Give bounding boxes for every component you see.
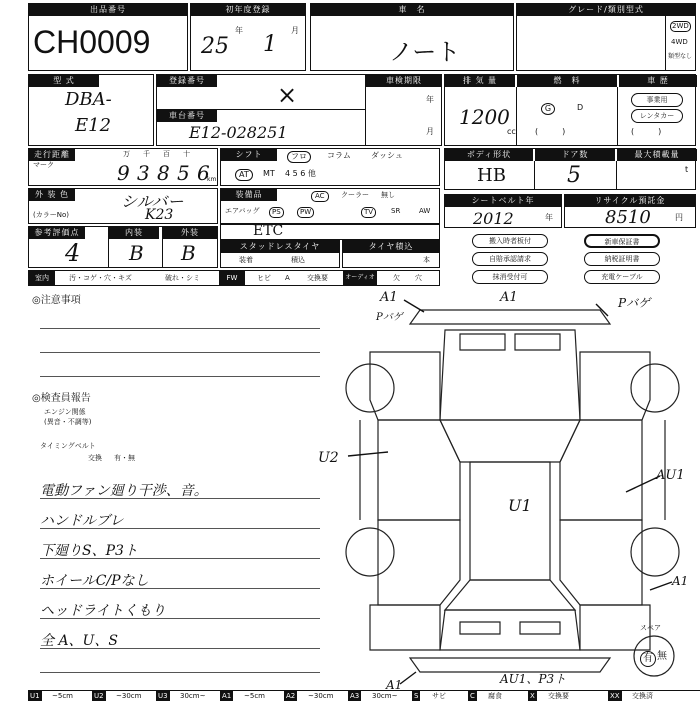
doc-item-5: 納税証明書 — [584, 252, 660, 266]
tires-box — [342, 240, 440, 268]
interior-value: B — [129, 241, 144, 265]
mileage-label: 走行距離 — [29, 149, 75, 161]
wheel-rear-right — [631, 528, 679, 576]
legend-text: ~5cm — [244, 692, 265, 700]
doc-item-1: 搬入時者板付 — [472, 234, 548, 248]
score-label: 参考評価点 — [29, 227, 85, 239]
legend-code: U2 — [94, 692, 104, 700]
place-hyaku: 百 — [163, 150, 170, 158]
diagram-u1: U1 — [508, 496, 532, 515]
mark-stroke — [596, 304, 608, 316]
legend-code: A3 — [350, 692, 360, 700]
history-rental: レンタカー — [631, 109, 683, 123]
inspection-section — [365, 75, 442, 145]
roof — [470, 462, 550, 580]
studless-load: 積込 — [291, 256, 305, 264]
shift-mt: MT — [263, 169, 275, 178]
mark-stroke — [650, 582, 672, 590]
color-code: K23 — [145, 207, 174, 223]
note-line — [40, 528, 320, 529]
note-line — [40, 672, 320, 673]
mileage-unit: km — [207, 176, 217, 183]
studless-label: スタッドレスタイヤ — [221, 241, 339, 253]
rear-fender-left — [370, 605, 440, 650]
engine-sub: (異音・不調等) — [44, 418, 92, 426]
front-door-right — [560, 420, 642, 520]
shift-opt2: コラム — [327, 151, 351, 160]
grade-label: グレード/類別型式 — [517, 4, 695, 16]
interior-row-items: 汚・コゲ・穴・キズ — [69, 274, 132, 282]
remark-line: ヘッドライトくもり — [40, 603, 166, 619]
mark-stroke — [626, 476, 660, 492]
doc-item-2: 自賠承認請求 — [472, 252, 548, 266]
front-bumper — [410, 310, 610, 324]
audio-hole: 穴 — [415, 274, 422, 282]
legend-text: ~30cm — [116, 692, 142, 700]
legend-code: A2 — [286, 692, 296, 700]
inspection-month-unit: 月 — [426, 127, 434, 136]
mark-stroke — [404, 300, 424, 312]
tires-unit: 本 — [423, 256, 430, 264]
doc-item-3: 抹消受付可 — [472, 270, 548, 284]
diagram-a1-right: A1 — [672, 574, 689, 588]
fw-chip: A — [285, 274, 290, 282]
mileage-digit: 9 — [117, 161, 130, 185]
remark-line: 下廻りS、P3ト — [40, 543, 138, 559]
legend-code: XX — [610, 692, 620, 700]
mark-stroke — [348, 452, 388, 456]
equip-airbag: エアバッグ — [225, 207, 260, 215]
displacement-label: 排 気 量 — [445, 75, 515, 87]
score-box — [28, 226, 218, 268]
seatbelt-unit: 年 — [545, 213, 553, 222]
legend-text: 腐食 — [488, 692, 502, 700]
grade-box — [516, 3, 696, 71]
fuel-label: 燃 料 — [517, 75, 617, 87]
legend-code: A1 — [222, 692, 232, 700]
first-registration-label: 初年度登録 — [191, 4, 305, 16]
inspection-year-unit: 年 — [426, 95, 434, 104]
opt-4wd: 4WD — [671, 38, 688, 46]
mileage-digit: 6 — [197, 161, 210, 185]
divider — [108, 227, 109, 267]
fw-label: FW — [219, 271, 245, 285]
fuel-paren: ( ) — [535, 127, 566, 136]
legend-text: 30cm~ — [180, 692, 206, 700]
interior-condition-row — [28, 270, 440, 286]
fuel-g: G — [541, 103, 555, 115]
legend-text: サビ — [432, 692, 446, 700]
equip-tv: TV — [361, 207, 376, 218]
fw-swap: 交換要 — [307, 274, 328, 282]
note-line — [40, 618, 320, 619]
shift-opt1: フロ — [287, 151, 311, 163]
recycle-value: 8510 — [605, 207, 651, 228]
recycle-box — [564, 194, 696, 228]
mark-stroke — [400, 672, 416, 684]
diagram-a1-left: A1 — [380, 290, 398, 305]
lot-number-label: 出品番号 — [29, 4, 187, 16]
chassis-label: 車台番号 — [157, 110, 217, 122]
diagram-pm-right: Pバゲ — [618, 296, 651, 310]
studless-box — [220, 240, 340, 268]
spare-label: スペア — [640, 624, 661, 632]
seatbelt-label: シートベルト年 — [445, 195, 561, 207]
remark-line: ホイールC/Pなし — [40, 573, 149, 589]
grade-options — [665, 16, 695, 70]
car-name-label: 車 名 — [311, 4, 513, 16]
lot-number-value: CH0009 — [33, 24, 151, 60]
history-paren: ( ) — [631, 127, 662, 136]
engine-fuel-box — [444, 74, 696, 146]
legend-bar — [28, 690, 700, 700]
doors-value: 5 — [567, 163, 581, 188]
note-line — [40, 328, 320, 329]
opt-2wd: 2WD — [672, 22, 689, 30]
windshield — [440, 420, 580, 462]
headlight-right — [515, 334, 560, 350]
front-fender-left — [370, 352, 440, 420]
legend-text: 30cm~ — [372, 692, 398, 700]
front-fender-right — [580, 352, 650, 420]
note-line — [40, 648, 320, 649]
place-man: 万 — [123, 150, 130, 158]
mileage-box — [28, 148, 218, 186]
model-box — [28, 74, 154, 146]
taillight-left — [460, 622, 500, 634]
recycle-label: リサイクル預託金 — [565, 195, 695, 207]
score-value: 4 — [65, 239, 81, 267]
diagram-u2: U2 — [318, 450, 339, 466]
tires-label: タイヤ積込 — [343, 241, 439, 253]
fw-crack: ヒビ — [257, 274, 271, 282]
mileage-digit: 5 — [177, 161, 190, 185]
shift-opt3: ダッシュ — [371, 151, 403, 160]
mileage-digit: 3 — [137, 161, 150, 185]
body-type-box — [444, 148, 696, 190]
interior-row-label: 室内 — [29, 271, 55, 285]
history-label: 車 歴 — [619, 75, 697, 87]
engine-label: エンジン関係 — [44, 408, 86, 416]
seatbelt-value: 2012 — [473, 209, 514, 228]
front-door-left — [378, 420, 460, 520]
history-business: 事業用 — [631, 93, 683, 107]
fuel-section — [516, 87, 618, 145]
notes-label: ◎注意事項 — [32, 295, 81, 306]
car-name-box — [310, 3, 514, 71]
exterior-value: B — [181, 241, 196, 265]
chassis-value: E12-028251 — [189, 123, 288, 142]
tailgate — [440, 610, 580, 650]
audio-miss: 欠 — [393, 274, 400, 282]
legend-code: U3 — [158, 692, 168, 700]
first-registration-box — [190, 3, 306, 71]
inspection-label: 車検期限 — [366, 75, 442, 87]
shift-at: AT — [235, 169, 253, 181]
legend-code: S — [414, 692, 419, 700]
color-value: シルバー — [121, 192, 184, 211]
note-line — [40, 376, 320, 377]
displacement-value: 1200 — [459, 105, 510, 129]
diagram-pm-left: Pバゲ — [376, 312, 403, 323]
doc-item-4: 新車保証書 — [584, 234, 660, 248]
wheel-front-left — [346, 364, 394, 412]
legend-code: X — [530, 692, 535, 700]
spare-no: 無 — [657, 651, 667, 662]
interior-label: 内装 — [109, 227, 159, 239]
body-value: HB — [477, 165, 506, 186]
body-label: ボディ形状 — [445, 149, 533, 161]
model-line2: E12 — [75, 115, 112, 136]
exterior-label: 外装 — [163, 227, 217, 239]
year-unit: 年 — [235, 26, 243, 35]
note-line — [40, 588, 320, 589]
legend-code: C — [470, 692, 475, 700]
opt-none: 類型なし — [668, 53, 693, 60]
month-unit: 月 — [291, 26, 299, 35]
divider — [162, 227, 163, 267]
remark-line: ハンドルブレ — [40, 513, 124, 529]
equip-label: 装備品 — [221, 189, 277, 201]
headlight-left — [460, 334, 505, 350]
rear-glass — [445, 580, 575, 610]
note-line — [40, 558, 320, 559]
equip-cooler: クーラー — [341, 191, 369, 199]
divider — [534, 161, 535, 189]
interior-row-broken: 破れ・シミ — [165, 274, 200, 282]
mileage-digit: 8 — [157, 161, 170, 185]
car-name-value: ノート — [389, 38, 461, 66]
lot-number-box — [28, 3, 188, 71]
audio-label: オーディオ — [343, 271, 377, 285]
first-registration-year: 25 — [201, 34, 229, 59]
color-sub: (カラーNo) — [33, 211, 69, 219]
extra-equip-box — [220, 224, 440, 240]
timing-swap: 交換 — [88, 454, 102, 462]
seatbelt-box — [444, 194, 562, 228]
legend-text: 交換済 — [632, 692, 653, 700]
remark-line: 全 A、U、S — [40, 633, 118, 649]
legend-code: U1 — [30, 692, 40, 700]
displacement-unit: cc — [507, 127, 516, 136]
registration-box — [156, 74, 442, 146]
diagram-a1-top: A1 — [500, 290, 518, 305]
equip-none: 無し — [381, 191, 395, 199]
legend-text: 交換要 — [548, 692, 569, 700]
equip-sr: SR — [391, 207, 401, 215]
shift-gears: 4 5 6 他 — [285, 169, 316, 178]
note-line — [40, 352, 320, 353]
place-sen: 千 — [143, 150, 150, 158]
studless-with: 装着 — [239, 256, 253, 264]
equip-extra: ETC — [253, 223, 284, 239]
fuel-d: D — [577, 103, 584, 112]
color-box — [28, 188, 218, 224]
first-registration-month: 1 — [263, 32, 277, 57]
reg-no-value: × — [277, 81, 298, 109]
inspector-label: ◎検査員報告 — [32, 393, 91, 404]
model-label: 型 式 — [29, 75, 99, 87]
shift-box — [220, 148, 440, 186]
recycle-unit: 円 — [675, 213, 683, 222]
equip-ac: AC — [311, 191, 329, 202]
wheel-rear-left — [346, 528, 394, 576]
hood — [440, 330, 580, 420]
timing-yesno: 有・無 — [114, 454, 135, 462]
taillight-right — [520, 622, 560, 634]
rear-door-right — [560, 520, 642, 605]
reg-no-label: 登録番号 — [157, 75, 217, 87]
doors-label: ドア数 — [535, 149, 615, 161]
remark-line: 電動ファン廻り干渉、音。 — [40, 483, 208, 499]
shift-label: シフト — [221, 149, 277, 161]
capacity-unit: t — [685, 165, 689, 174]
capacity-label: 最大積載量 — [617, 149, 697, 161]
equip-ps: PS — [269, 207, 284, 218]
mileage-mark: マーク — [33, 161, 54, 169]
legend-text: ~5cm — [52, 692, 73, 700]
diagram-bottom-au1: AU1、P3ト — [500, 672, 567, 686]
spare-yes: 有 — [640, 651, 656, 667]
model-line1: DBA- — [65, 89, 112, 110]
legend-text: ~30cm — [308, 692, 334, 700]
timing-label: タイミングベルト — [40, 442, 96, 450]
doc-item-6: 充電ケーブル — [584, 270, 660, 284]
note-line — [40, 498, 320, 499]
rear-door-left — [378, 520, 460, 605]
equip-pw: PW — [297, 207, 314, 218]
diagram-bottom-a1: A1 — [386, 678, 403, 692]
divider — [616, 161, 617, 189]
place-ju: 十 — [183, 150, 190, 158]
color-label: 外 装 色 — [29, 189, 75, 201]
equipment-box — [220, 188, 440, 224]
wheel-front-right — [631, 364, 679, 412]
equip-aw: AW — [419, 207, 431, 215]
diagram-au1: AU1 — [656, 468, 685, 483]
